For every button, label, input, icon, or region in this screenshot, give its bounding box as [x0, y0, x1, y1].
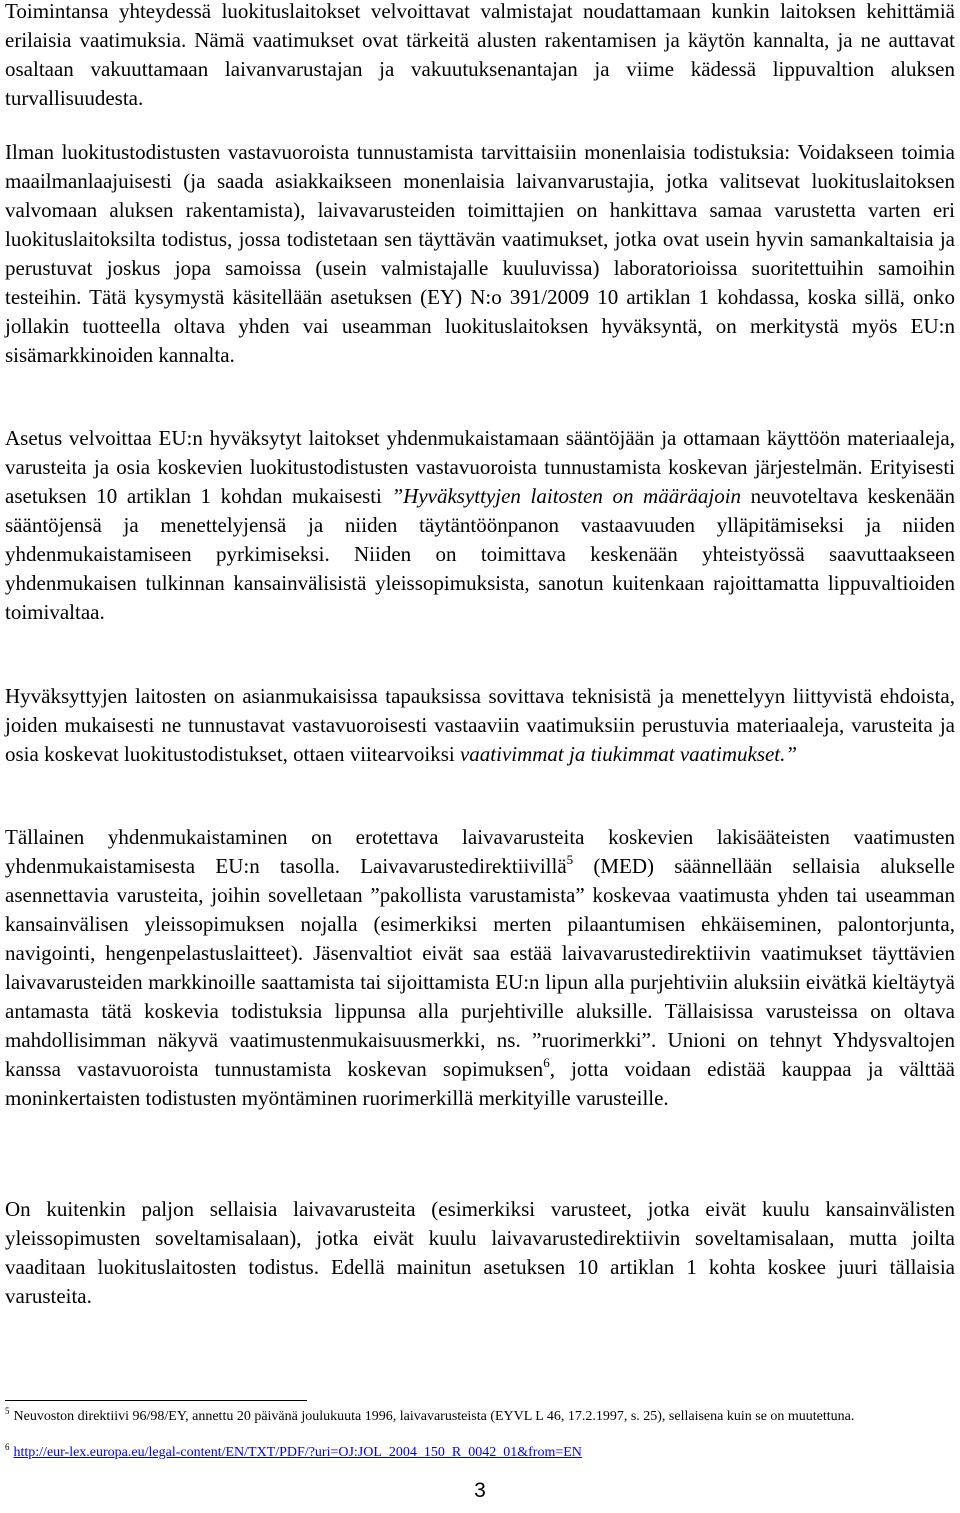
- footnote-ref-5[interactable]: 5: [566, 852, 574, 867]
- footnote-6: [5, 1444, 955, 1462]
- paragraph-4-italic-quote: vaativimmat ja tiukimmat vaatimukset.”: [459, 742, 798, 766]
- paragraph-5-text-b: (MED) säännellään sellaisia alukselle asennettavia varusteita, joihin sovelletaan ”pakollista varustamista” koskevaa vaatimusta yhden tai useamman kansainvälisen yleissopimuksen nojalla (esimerkiksi merten pilaantumisen ehkäiseminen, palontorjunta, navigointi, hengenpelastuslaitteet). Jäsenvaltiot eivät saa estää laivavarustedirektiivin vaatimukset täyttävien laivavarusteiden markkinoille saattamista tai sijoittamista EU:n lipun alla purjehtiviin aluksiin eivätkä kieltäytyä antamasta tätä koskevia todistuksia lippunsa alla purjehtiville aluksille. Tällaisissa varusteissa on oltava mahdollisimman näkyvä vaatimustenmukaisuusmerkki, ns. ”ruorimerkki”. Unioni on tehnyt Yhdysvaltojen kanssa vastavuoroista tunnustamista koskevan sopimuksen: [5, 854, 955, 1081]
- paragraph-5-text-a: Tällainen yhdenmukaistaminen on erotettava laivavarusteita koskevien lakisääteisten vaatimusten yhdenmukaistamisesta EU:n tasolla. Laivavarustedirektiivillä: [5, 825, 955, 878]
- paragraph-2: Ilman luokitustodistusten vastavuoroista tunnustamista tarvittaisiin monenlaisia todistuksia: Voidakseen toimia maailmanlaajuisesti (ja saada asiakkaikseen monenlaisia laivanvarustajia, jotka valitsevat luokituslaitoksen valvomaan aluksen rakentamista), laivavarusteiden toimittajien on hankittava samaa varustetta varten eri luokituslaitoksilta todistus, jossa todistetaan sen täyttävän vaatimukset, jotka ovat usein hyvin samankaltaisia ja perustuvat joskus jopa samoissa (usein valmistajalle kuuluvissa) laboratorioissa suoritettuihin samoihin testeihin. Tätä kysymystä käsitellään asetuksen (EY) N:o 391/2009 10 artiklan 1 kohdassa, koska sillä, onko jollakin tuotteella oltava yhden vai useamman luokituslaitoksen hyväksyntä, on merkitystä myös EU:n sisämarkkinoiden kannalta.: [5, 140, 955, 367]
- paragraph-3-text-c: neuvoteltava keskenään sääntöjensä ja menettelyjensä ja niiden täytäntöönpanon vastaavuuden ylläpitämiseksi ja niiden yhdenmukaistamiseen pyrkimiseksi. Niiden on toimittava keskenään yhteistyössä saavuttaakseen yhdenmukaisen tulkinnan kansainvälisistä yleissopimuksista, sanotun kuitenkaan rajoittamatta lippuvaltioiden toimivaltaa.: [5, 484, 955, 624]
- paragraph-5-text-c: , jotta voidaan edistää kauppaa ja välttää moninkertaisten todistusten myöntäminen ruorimerkillä merkityille varusteille.: [5, 1057, 955, 1110]
- paragraph-5: [5, 823, 955, 1113]
- footnote-5: [5, 1408, 955, 1426]
- footnote-6-link[interactable]: http://eur-lex.europa.eu/legal-content/EN/TXT/PDF/?uri=OJ:JOL_2004_150_R_0042_01&from=EN: [13, 1445, 582, 1460]
- paragraph-3-text-a: Asetus velvoittaa EU:n hyväksytyt laitokset yhdenmukaistamaan sääntöjään ja ottamaan käyttöön materiaaleja, varusteita ja osia koskevien luokitustodistusten vastavuoroista tunnustamista koskevan järjestelmän. Erityisesti asetuksen 10 artiklan 1 kohdan mukaisesti: [5, 426, 955, 508]
- paragraph-3-italic-quote: ”Hyväksyttyjen laitosten on määräajoin: [391, 484, 742, 508]
- paragraph-1: Toimintansa yhteydessä luokituslaitokset velvoittavat valmistajat noudattamaan kunkin laitoksen kehittämiä erilaisia vaatimuksia. Nämä vaatimukset ovat tärkeitä alusten rakentamisen ja käytön kannalta, ja ne auttavat osaltaan vakuuttamaan laivanvarustajan ja vakuutuksenantajan ja viime kädessä lippuvaltion aluksen turvallisuudesta.: [5, 0, 955, 110]
- paragraph-4: [5, 682, 955, 769]
- page-number: 3: [474, 1479, 486, 1502]
- footnote-6-number: 6: [5, 1442, 10, 1452]
- footnote-5-number: 5: [5, 1406, 10, 1416]
- paragraph-4-text-a: Hyväksyttyjen laitosten on asianmukaisissa tapauksissa sovittava teknisistä ja menettelyyn liittyvistä ehdoista, joiden mukaisesti ne tunnustavat vastavuoroisesti vastaaviin vaatimuksiin perustuvia materiaaleja, varusteita ja osia koskevat luokitustodistukset, ottaen viitearvoiksi: [5, 684, 955, 766]
- footnote-divider: [5, 1400, 307, 1401]
- paragraph-6: On kuitenkin paljon sellaisia laivavarusteita (esimerkiksi varusteet, jotka eivät kuulu kansainvälisten yleissopimusten soveltamisalaan), jotka eivät kuulu laivavarustedirektiivin soveltamisalaan, mutta joilta vaaditaan luokituslaitosten todistus. Edellä mainitun asetuksen 10 artiklan 1 kohta koskee juuri tällaisia varusteita.: [5, 1197, 955, 1308]
- paragraph-3: [5, 424, 955, 627]
- footnote-5-text: Neuvoston direktiivi 96/98/EY, annettu 20 päivänä joulukuuta 1996, laivavarusteista (EYVL L 46, 17.2.1997, s. 25), sellaisena kuin se on muutettuna.: [13, 1409, 855, 1424]
- footnote-ref-6[interactable]: 6: [543, 1055, 550, 1070]
